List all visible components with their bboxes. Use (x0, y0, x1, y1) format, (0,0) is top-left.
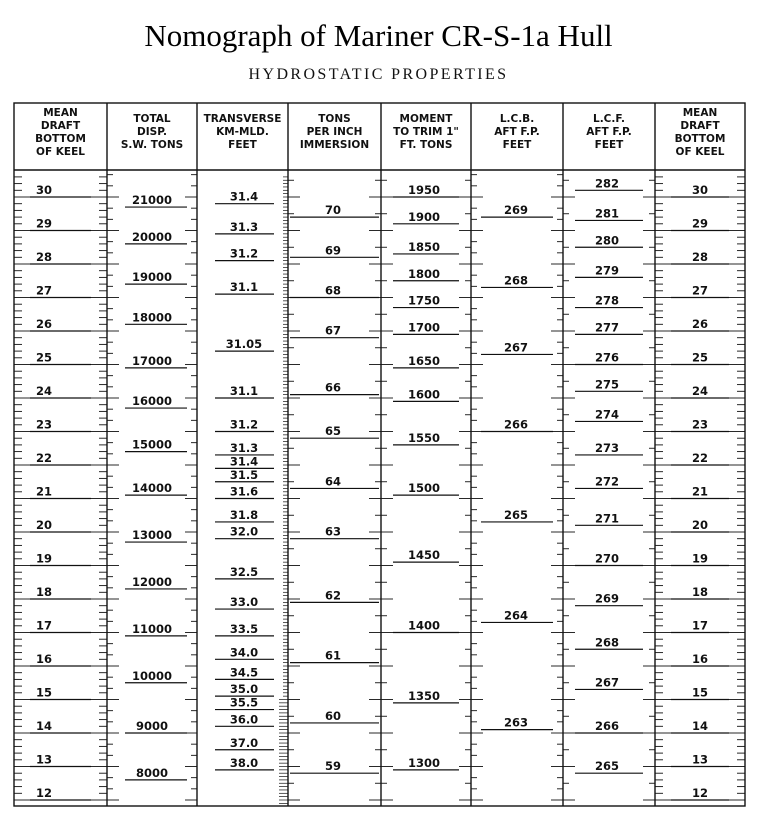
label-transverse_km-31.05: 31.05 (225, 337, 263, 352)
label-transverse_km-31.2: 31.2 (229, 246, 259, 261)
label-lcf-273: 273 (594, 440, 620, 455)
label-total_disp-16000: 16000 (131, 394, 173, 409)
label-transverse_km-35.5: 35.5 (229, 695, 259, 710)
label-transverse_km-37.0: 37.0 (229, 735, 259, 750)
label-draft_right-13: 13 (691, 752, 709, 767)
label-total_disp-15000: 15000 (131, 437, 173, 452)
label-tons_per_inch-66: 66 (324, 380, 342, 395)
label-tons_per_inch-70: 70 (324, 203, 342, 218)
label-lcf-266: 266 (594, 719, 620, 733)
label-moment_trim-1400: 1400 (407, 618, 441, 633)
label-draft_left-14: 14 (35, 719, 53, 733)
header-transverse_km-line-2: KM-MLD. (216, 126, 269, 138)
label-lcf-282: 282 (594, 176, 620, 191)
label-tons_per_inch-67: 67 (324, 323, 342, 338)
header-transverse_km-line-3: FEET (228, 139, 257, 151)
header-draft_right-line-1: MEAN (682, 107, 718, 119)
header-lcf-line-2: AFT F.P. (586, 126, 632, 138)
label-transverse_km-32.0: 32.0 (229, 524, 259, 539)
label-transverse_km-32.5: 32.5 (229, 564, 259, 579)
label-transverse_km-35.0: 35.0 (229, 682, 259, 697)
label-lcf-268: 268 (594, 635, 620, 650)
label-total_disp-10000: 10000 (131, 668, 173, 683)
label-total_disp-14000: 14000 (131, 481, 173, 496)
label-draft_right-20: 20 (691, 518, 709, 532)
label-tons_per_inch-65: 65 (324, 424, 342, 439)
label-draft_left-24: 24 (35, 384, 53, 398)
label-transverse_km-31.5: 31.5 (229, 467, 259, 482)
header-draft_left-line-3: BOTTOM (35, 133, 86, 145)
header-draft_left-line-1: MEAN (43, 107, 78, 119)
header-total_disp-line-3: S.W. TONS (120, 139, 184, 151)
label-draft_right-30: 30 (691, 183, 709, 197)
label-draft_left-30: 30 (35, 183, 53, 197)
label-draft_left-17: 17 (35, 618, 53, 633)
header-lcf-line-3: FEET (594, 139, 624, 151)
label-transverse_km-31.3: 31.3 (229, 440, 259, 455)
label-draft_left-25: 25 (35, 350, 53, 365)
label-lcf-279: 279 (594, 263, 620, 278)
label-total_disp-18000: 18000 (131, 310, 173, 325)
label-draft_right-21: 21 (691, 484, 709, 499)
label-tons_per_inch-63: 63 (324, 524, 342, 539)
label-moment_trim-1850: 1850 (407, 239, 441, 254)
label-draft_left-19: 19 (35, 551, 53, 566)
header-lcb-line-3: FEET (502, 139, 532, 151)
label-transverse_km-31.4: 31.4 (229, 189, 259, 204)
label-draft_left-15: 15 (35, 685, 53, 700)
label-transverse_km-31.2: 31.2 (229, 417, 259, 432)
label-lcb-265: 265 (503, 507, 529, 522)
label-draft_left-18: 18 (35, 585, 53, 599)
label-draft_right-12: 12 (691, 786, 709, 800)
label-lcb-263: 263 (503, 715, 529, 730)
label-draft_left-16: 16 (35, 652, 53, 666)
label-draft_right-24: 24 (691, 384, 709, 398)
label-total_disp-9000: 9000 (135, 719, 169, 733)
label-draft_right-25: 25 (691, 350, 709, 365)
label-moment_trim-1950: 1950 (407, 183, 441, 197)
label-lcf-267: 267 (594, 675, 620, 690)
label-draft_right-28: 28 (691, 250, 709, 264)
label-tons_per_inch-62: 62 (324, 588, 342, 603)
header-tons_per_inch-line-3: IMMERSION (299, 139, 370, 151)
label-draft_right-18: 18 (691, 585, 709, 599)
label-moment_trim-1650: 1650 (407, 353, 441, 368)
label-draft_left-26: 26 (35, 317, 53, 331)
header-moment_trim-line-1: MOMENT (399, 113, 453, 125)
label-draft_right-22: 22 (691, 451, 709, 465)
label-moment_trim-1550: 1550 (407, 430, 441, 445)
label-moment_trim-1450: 1450 (407, 548, 441, 563)
header-draft_right-line-4: OF KEEL (675, 146, 725, 158)
label-moment_trim-1500: 1500 (407, 481, 441, 496)
header-moment_trim-line-2: TO TRIM 1" (393, 126, 459, 138)
label-draft_left-21: 21 (35, 484, 53, 499)
label-total_disp-20000: 20000 (131, 229, 173, 244)
label-lcf-277: 277 (594, 320, 620, 335)
label-lcb-264: 264 (503, 608, 529, 623)
label-lcb-268: 268 (503, 273, 529, 288)
label-draft_left-29: 29 (35, 216, 53, 231)
label-moment_trim-1900: 1900 (407, 209, 441, 224)
label-draft_right-15: 15 (691, 685, 709, 700)
chart-subtitle: HYDROSTATIC PROPERTIES (248, 66, 509, 83)
label-moment_trim-1300: 1300 (407, 755, 441, 770)
label-lcf-278: 278 (594, 293, 620, 308)
header-transverse_km-line-1: TRANSVERSE (203, 113, 282, 125)
label-transverse_km-31.1: 31.1 (229, 280, 259, 295)
label-lcf-280: 280 (594, 233, 620, 248)
label-tons_per_inch-68: 68 (324, 283, 342, 298)
label-transverse_km-36.0: 36.0 (229, 712, 259, 727)
header-tons_per_inch-line-1: TONS (318, 113, 351, 125)
chart-title: Nomograph of Mariner CR-S-1a Hull (144, 18, 613, 53)
label-draft_right-29: 29 (691, 216, 709, 231)
label-lcf-276: 276 (594, 350, 620, 365)
label-draft_right-14: 14 (691, 719, 709, 733)
label-draft_right-26: 26 (691, 317, 709, 331)
label-transverse_km-33.5: 33.5 (229, 621, 259, 636)
label-lcf-269: 269 (594, 591, 620, 606)
label-transverse_km-31.3: 31.3 (229, 219, 259, 234)
label-tons_per_inch-61: 61 (324, 648, 342, 663)
label-total_disp-8000: 8000 (135, 765, 169, 780)
header-moment_trim-line-3: FT. TONS (399, 139, 453, 151)
label-lcb-266: 266 (503, 417, 529, 432)
label-total_disp-19000: 19000 (131, 270, 173, 285)
label-total_disp-11000: 11000 (131, 621, 173, 636)
label-draft_right-17: 17 (691, 618, 709, 633)
label-moment_trim-1750: 1750 (407, 293, 441, 308)
label-total_disp-21000: 21000 (131, 193, 173, 208)
label-lcf-272: 272 (594, 474, 620, 489)
label-draft_left-23: 23 (35, 417, 53, 432)
label-draft_right-19: 19 (691, 551, 709, 566)
header-lcf-line-1: L.C.F. (593, 113, 625, 125)
label-moment_trim-1350: 1350 (407, 688, 441, 703)
header-total_disp-line-1: TOTAL (133, 113, 171, 125)
label-lcf-281: 281 (594, 206, 620, 221)
label-tons_per_inch-69: 69 (324, 243, 342, 258)
label-moment_trim-1800: 1800 (407, 266, 441, 281)
label-tons_per_inch-64: 64 (324, 474, 342, 489)
header-draft_left-line-4: OF KEEL (36, 146, 85, 158)
label-draft_right-27: 27 (691, 283, 709, 298)
header-total_disp-line-2: DISP. (137, 126, 167, 138)
label-draft_left-22: 22 (35, 451, 53, 465)
label-transverse_km-31.4: 31.4 (229, 454, 259, 469)
label-moment_trim-1700: 1700 (407, 320, 441, 335)
label-transverse_km-34.5: 34.5 (229, 665, 259, 680)
label-transverse_km-34.0: 34.0 (229, 645, 259, 660)
label-transverse_km-38.0: 38.0 (229, 755, 259, 770)
label-lcb-267: 267 (503, 340, 529, 355)
label-draft_left-28: 28 (35, 250, 53, 264)
label-lcf-274: 274 (594, 407, 620, 422)
label-total_disp-17000: 17000 (131, 353, 173, 368)
header-draft_right-line-2: DRAFT (680, 120, 720, 132)
label-tons_per_inch-59: 59 (324, 759, 342, 774)
header-lcb-line-2: AFT F.P. (494, 126, 540, 138)
label-lcf-275: 275 (594, 377, 620, 392)
label-draft_right-16: 16 (691, 652, 709, 666)
label-lcb-269: 269 (503, 203, 529, 218)
label-draft_left-13: 13 (35, 752, 53, 767)
label-lcf-271: 271 (594, 511, 620, 526)
header-draft_right-line-3: BOTTOM (674, 133, 726, 145)
label-draft_left-27: 27 (35, 283, 53, 298)
header-tons_per_inch-line-2: PER INCH (306, 126, 363, 138)
header-draft_left-line-2: DRAFT (40, 120, 81, 132)
header-lcb-line-1: L.C.B. (499, 113, 535, 125)
label-transverse_km-33.0: 33.0 (229, 595, 259, 610)
label-transverse_km-31.6: 31.6 (229, 484, 259, 499)
label-transverse_km-31.1: 31.1 (229, 384, 259, 398)
label-lcf-270: 270 (594, 551, 620, 566)
label-transverse_km-31.8: 31.8 (229, 507, 259, 522)
label-total_disp-12000: 12000 (131, 574, 173, 589)
label-draft_right-23: 23 (691, 417, 709, 432)
label-moment_trim-1600: 1600 (407, 387, 441, 402)
label-draft_left-20: 20 (35, 518, 53, 532)
label-total_disp-13000: 13000 (131, 528, 173, 543)
label-draft_left-12: 12 (35, 786, 53, 800)
label-lcf-265: 265 (594, 759, 620, 774)
label-tons_per_inch-60: 60 (324, 708, 342, 723)
